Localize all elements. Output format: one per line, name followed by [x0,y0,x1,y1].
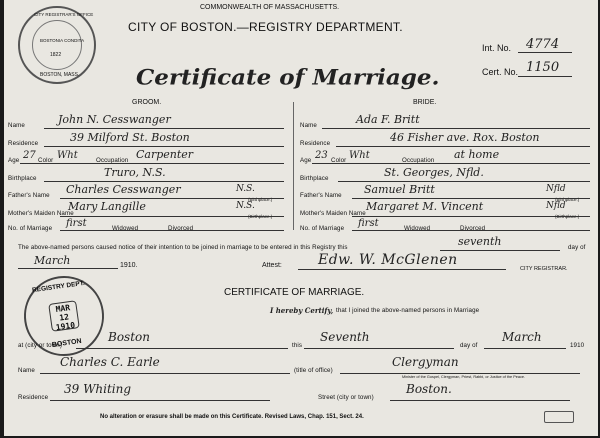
seal-year: 1822 [50,52,62,58]
bride-color: Wht [349,150,370,161]
bride-age-label: Age [300,157,312,164]
stamp-month: MAR [55,303,71,315]
bride-occupation: at home [454,148,500,161]
groom-mother-bp-label: (Birthplace.) [248,214,273,219]
bride-divorced: Divorced [460,225,486,232]
title-of-office-label: (title of office) [294,367,333,374]
certify-lead: I hereby Certify, [270,306,334,315]
bride-name: Ada F. Britt [356,113,420,126]
groom-mother-birthplace: N.S. [236,201,255,211]
stamp-bottom-text: BOSTON [51,337,83,349]
groom-birthplace: Truro, N.S. [104,166,166,179]
bride-mother: Margaret M. Vincent [366,200,484,213]
footer-notice: No alteration or erasure shall be made on this Certificate. Revised Laws, Chap. 151, Sect. 24. [100,414,364,420]
bride-residence: 46 Fisher ave. Rox. Boston [390,131,540,144]
groom-birthplace-label: Birthplace [8,175,37,182]
stamp-year: 1910 [55,320,76,333]
cert-no-value: 1150 [526,60,560,75]
bride-heading: BRIDE. [413,99,437,106]
stamp-top-text: REGISTRY DEPT. [31,279,86,295]
int-no-value: 4774 [526,37,560,52]
groom-divorced: Divorced [168,225,194,232]
bride-birthplace-label: Birthplace [300,175,329,182]
city-heading: CITY OF BOSTON.—REGISTRY DEPARTMENT. [128,20,403,34]
bride-mother-bp-label: (Birthplace.) [555,214,580,219]
bride-father-bp-label: (Birthplace.) [555,197,580,202]
title-of-office-note: Minister of the Gospel, Clergyman, Priest, Rabbi, or Justice of the Peace. [402,375,526,379]
notice-text: The above-named persons caused notice of their intention to be joined in marriage to be entered in this Registry this [18,244,348,251]
groom-color: Wht [57,150,78,161]
cert-day: Seventh [320,330,370,344]
officiant-name-label: Name [18,367,35,374]
groom-widowed: Widowed [112,225,139,232]
seal-text-bottom: BOSTON, MASS. [40,72,80,78]
certificate-heading: CERTIFICATE OF MARRIAGE. [224,287,365,298]
column-divider [293,102,294,230]
title-of-office: Clergyman [392,355,459,369]
bride-residence-label: Residence [300,140,331,147]
bride-name-label: Name [300,122,317,129]
notice-year: 1910. [120,262,138,269]
bride-marriage: first [358,218,379,229]
groom-father-label: Father's Name [8,192,50,199]
bride-mother-birthplace: Nfld [546,201,566,211]
bride-mother-label: Mother's Maiden Name [300,210,366,217]
bride-marriage-label: No. of Marriage [300,225,345,232]
commonwealth-heading: COMMONWEALTH OF MASSACHUSETTS. [200,4,340,11]
groom-father: Charles Cesswanger [66,183,181,196]
groom-marriage-label: No. of Marriage [8,225,53,232]
cert-year: 1910 [570,342,585,349]
groom-residence: 39 Milford St. Boston [70,131,190,144]
groom-marriage: first [66,218,87,229]
bride-widowed: Widowed [404,225,431,232]
groom-name-label: Name [8,122,25,129]
stamp-date-box [48,300,80,332]
notice-day-of: day of [568,244,586,251]
bride-age: 23 [315,150,328,161]
cert-day-of: day of [460,342,478,349]
street-city: Boston. [406,382,452,396]
notice-day: seventh [458,235,502,248]
this-label: this [292,342,303,349]
notice-month: March [34,254,71,267]
bride-father-birthplace: Nfld [546,184,566,194]
groom-residence-label: Residence [8,140,39,147]
groom-occupation-label: Occupation [96,157,129,164]
bride-birthplace: St. Georges, Nfld. [384,166,484,179]
groom-father-bp-label: (Birthplace.) [248,197,273,202]
bride-occupation-label: Occupation [402,157,435,164]
groom-mother-label: Mother's Maiden Name [8,210,74,217]
cert-month: March [502,330,542,344]
street-label: Street (city or town) [318,394,374,401]
cert-no-label: Cert. No. [482,67,519,77]
officiant-name: Charles C. Earle [60,355,160,369]
city-registrar-seal [18,6,96,84]
seal-inner-ring [32,20,85,70]
groom-color-label: Color [38,157,54,164]
groom-heading: GROOM. [132,99,162,106]
groom-name: John N. Cesswanger [58,113,171,126]
union-label-mark [544,411,574,423]
groom-occupation: Carpenter [136,148,194,161]
stamp-day: 12 [58,312,70,323]
certificate-title: Certificate of Marriage. [136,64,440,91]
bride-color-label: Color [331,157,347,164]
seal-text-inner: BOSTONIA CONDITA [40,38,85,43]
at-city: Boston [108,330,150,344]
bride-father: Samuel Britt [364,183,435,196]
seal-text-top: CITY REGISTRAR'S OFFICE [34,12,94,17]
groom-father-birthplace: N.S. [236,184,255,194]
officiant-residence: 39 Whiting [64,382,132,396]
bride-father-label: Father's Name [300,192,342,199]
at-label: at (city or town) [18,342,62,349]
groom-mother: Mary Langille [68,200,146,213]
marriage-certificate [4,0,598,436]
attest-label: Attest: [262,262,282,269]
int-no-label: Int. No. [482,43,512,53]
residence-label: Residence [18,394,49,401]
registrar-signature: Edw. W. McGlenen [318,252,458,268]
groom-age-label: Age [8,157,20,164]
registrar-title: CITY REGISTRAR. [520,266,568,272]
certify-text: that I joined the above-named persons in Marriage [336,307,480,314]
groom-age: 27 [23,150,36,161]
